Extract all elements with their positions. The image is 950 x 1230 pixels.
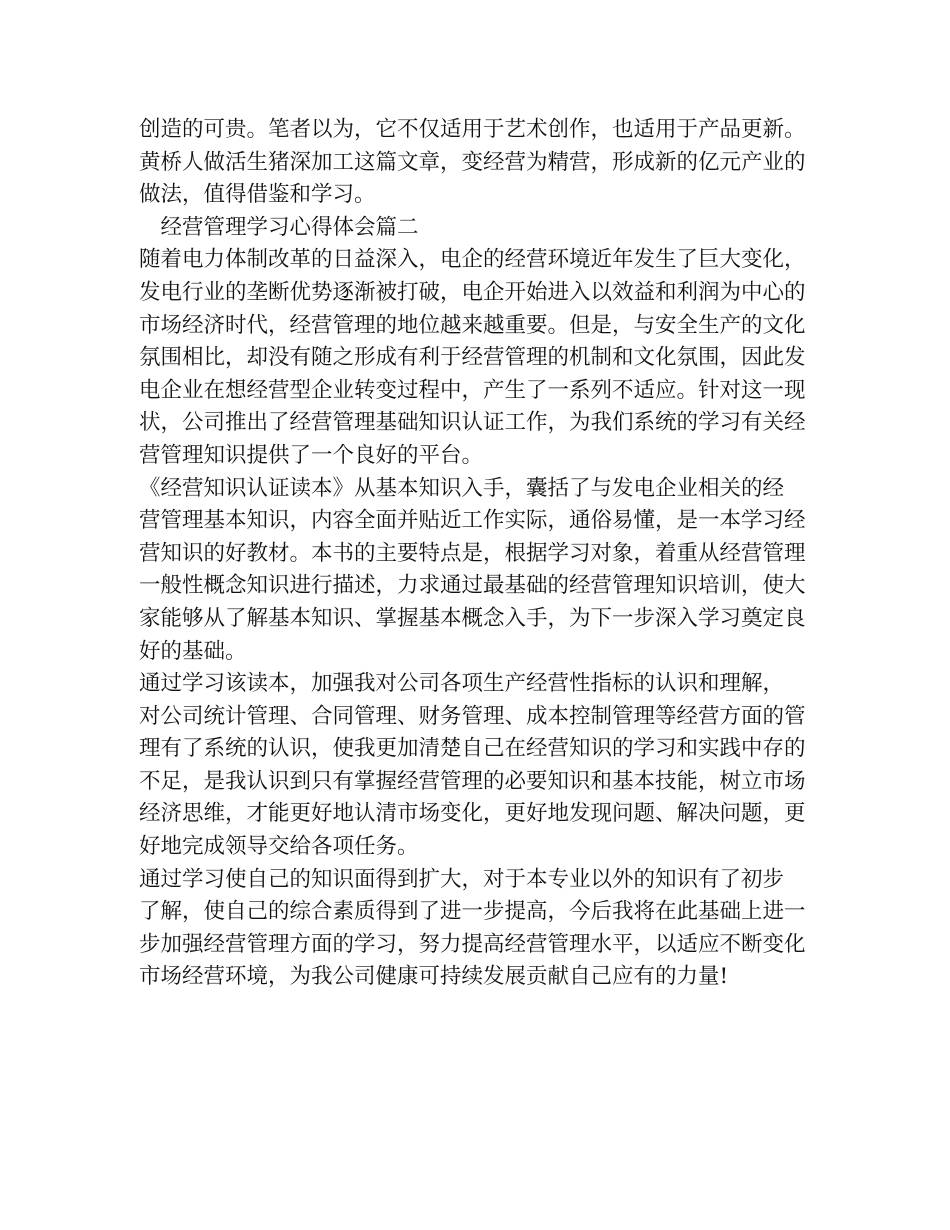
text-line: 市场经济时代，经营管理的地位越来越重要。但是，与安全生产的文化 bbox=[139, 312, 806, 338]
text-line: 步加强经营管理方面的学习，努力提高经营管理水平，以适应不断变化 bbox=[139, 931, 806, 957]
section-heading: 经营管理学习心得体会篇二 bbox=[139, 214, 419, 240]
text-line: 不足，是我认识到只有掌握经营管理的必要知识和基本技能，树立市场 bbox=[139, 768, 806, 794]
text-line: 做法，值得借鉴和学习。 bbox=[139, 182, 376, 208]
text-line: 好的基础。 bbox=[139, 638, 247, 664]
text-line: 《经营知识认证读本》从基本知识入手，囊括了与发电企业相关的经 bbox=[139, 475, 785, 501]
text-line: 营管理基本知识，内容全面并贴近工作实际，通俗易懂，是一本学习经 bbox=[139, 508, 806, 534]
text-line: 营管理知识提供了一个良好的平台。 bbox=[139, 442, 484, 468]
text-line: 市场经营环境，为我公司健康可持续发展贡献自己应有的力量! bbox=[139, 964, 729, 990]
text-line: 黄桥人做活生猪深加工这篇文章，变经营为精营，形成新的亿元产业的 bbox=[139, 149, 806, 175]
text-line: 氛围相比，却没有随之形成有利于经营管理的机制和文化氛围，因此发 bbox=[139, 345, 806, 371]
text-line: 发电行业的垄断优势逐渐被打破，电企开始进入以效益和利润为中心的 bbox=[139, 279, 806, 305]
text-line: 随着电力体制改革的日益深入，电企的经营环境近年发生了巨大变化， bbox=[139, 247, 806, 273]
text-line: 了解，使自己的综合素质得到了进一步提高，今后我将在此基础上进一 bbox=[139, 899, 806, 925]
text-line: 对公司统计管理、合同管理、财务管理、成本控制管理等经营方面的管 bbox=[139, 703, 806, 729]
text-line: 经济思维，才能更好地认清市场变化，更好地发现问题、解决问题，更 bbox=[139, 801, 806, 827]
text-line: 营知识的好教材。本书的主要特点是，根据学习对象，着重从经营管理 bbox=[139, 540, 806, 566]
text-line: 理有了系统的认识，使我更加清楚自己在经营知识的学习和实践中存的 bbox=[139, 736, 806, 762]
text-line: 电企业在想经营型企业转变过程中，产生了一系列不适应。针对这一现 bbox=[139, 377, 806, 403]
text-line: 状，公司推出了经营管理基础知识认证工作，为我们系统的学习有关经 bbox=[139, 410, 806, 436]
text-line: 通过学习该读本，加强我对公司各项生产经营性指标的认识和理解， bbox=[139, 671, 785, 697]
body-text bbox=[139, 114, 829, 994]
text-line: 家能够从了解基本知识、掌握基本概念入手，为下一步深入学习奠定良 bbox=[139, 605, 806, 631]
text-line: 一般性概念知识进行描述，力求通过最基础的经营管理知识培训，使大 bbox=[139, 573, 806, 599]
text-line: 通过学习使自己的知识面得到扩大，对于本专业以外的知识有了初步 bbox=[139, 866, 785, 892]
text-line: 创造的可贵。笔者以为，它不仅适用于艺术创作，也适用于产品更新。 bbox=[139, 117, 806, 142]
text-line: 好地完成领导交给各项任务。 bbox=[139, 834, 419, 860]
